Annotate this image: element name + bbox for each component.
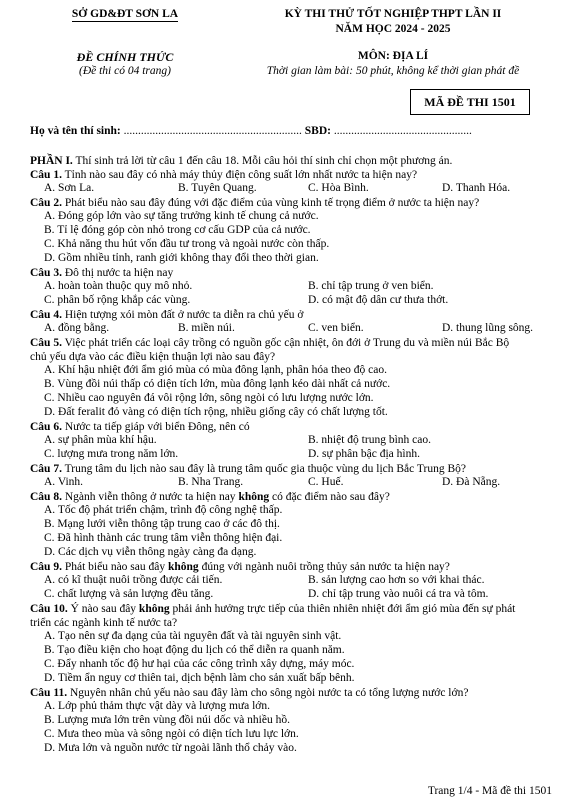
official-label: ĐỀ CHÍNH THỨC (76, 50, 174, 64)
q1-option-a: A. Sơn La. (44, 182, 95, 194)
question-10-cont: triển các ngành kinh tế nước ta? (30, 617, 178, 629)
q11-option-b: B. Lượng mưa lớn trên vùng đồi núi dốc và nhiều hồ. (44, 714, 290, 726)
q9-option-d: D. chỉ tập trung vào nuôi cá tra và tôm. (308, 588, 489, 600)
part1-text: Thí sinh trả lời từ câu 1 đến câu 18. Mỗi câu hỏi thí sinh chỉ chọn một phương án. (72, 155, 453, 167)
question-3: Câu 3. Đô thị nước ta hiện nay (30, 267, 174, 279)
q3-option-d: D. có mật độ dân cư thưa thớt. (308, 294, 449, 306)
q3-option-c: C. phân bố rộng khắp các vùng. (44, 294, 191, 306)
part1-instruction (30, 154, 556, 168)
q1-option-c: C. Hòa Bình. (308, 182, 369, 194)
q2-option-c: C. Khả năng thu hút vốn đầu tư trong và ngoài nước còn thấp. (44, 238, 330, 250)
candidate-info (30, 125, 472, 137)
pages-note: (Đề thi có 04 trang) (79, 65, 171, 77)
q8-option-a: A. Tốc độ phát triển chậm, trình độ công nghệ thấp. (44, 504, 283, 516)
question-9: Câu 9. Phát biểu nào sau đây không đúng với ngành nuôi trồng thủy sản nước ta hiện nay? (30, 561, 450, 573)
q4-option-a: A. đồng bằng. (44, 322, 110, 334)
department-name: SỞ GD&ĐT SƠN LA (71, 8, 179, 20)
q5-option-b: B. Vùng đồi núi thấp có diện tích lớn, mùa đông lạnh kéo dài nhất cả nước. (44, 378, 391, 390)
q7-option-a: A. Vinh. (44, 476, 84, 488)
q10-option-b: B. Tạo điều kiện cho hoạt động du lịch có thể diễn ra quanh năm. (44, 644, 345, 656)
part1-label: PHẦN I. (30, 155, 73, 167)
question-10: Câu 10. Ý nào sau đây không phải ảnh hưởng trực tiếp của thiên nhiên nhiệt đới ẩm gió mùa đến sự phát (30, 603, 516, 615)
q5-option-d: D. Đất feralit đỏ vàng có diện tích rộng, nhiều giống cây có chất lượng tốt. (44, 406, 388, 418)
exam-title: KỲ THI THỬ TỐT NGHIỆP THPT LẦN II (284, 8, 502, 20)
page-footer: Trang 1/4 - Mã đề thi 1501 (427, 785, 552, 797)
question-5-cont: chủ yếu dựa vào các điều kiện thuận lợi nào sau đây? (30, 351, 276, 363)
sbd-dots: ................................................ (333, 125, 472, 137)
q11-option-c: C. Mưa theo mùa và sông ngòi có diện tích lưu lực lớn. (44, 728, 299, 740)
q4-option-d: D. thung lũng sông. (442, 322, 534, 334)
q9-option-c: C. chất lượng và sản lượng đều tăng. (44, 588, 214, 600)
time-note: Thời gian làm bài: 50 phút, không kể thời gian phát đề (266, 65, 520, 77)
q9-option-b: B. sản lượng cao hơn so với khai thác. (308, 574, 485, 586)
q7-option-c: C. Huế. (308, 476, 344, 488)
q10-option-d: D. Tiềm ẩn nguy cơ thiên tai, dịch bệnh làm cho sản xuất bấp bênh. (44, 672, 355, 684)
q10-option-c: C. Đẩy nhanh tốc độ hư hại của các công trình xây dựng, máy móc. (44, 658, 355, 670)
question-4: Câu 4. Hiện tượng xói mòn đất ở nước ta diễn ra chủ yếu ở (30, 309, 304, 321)
q2-option-a: A. Đóng góp lớn vào sự tăng trưởng kinh tế chung cả nước. (44, 210, 319, 222)
exam-code-box (410, 89, 530, 115)
name-dots: .............................................................. (123, 125, 302, 137)
name-label: Họ và tên thí sinh: (30, 125, 121, 137)
q11-option-a: A. Lớp phủ thảm thực vật dày và lượng mưa lớn. (44, 700, 271, 712)
q4-option-c: C. ven biển. (308, 322, 364, 334)
q6-option-a: A. sự phân mùa khí hậu. (44, 434, 157, 446)
question-7: Câu 7. Trung tâm du lịch nào sau đây là trung tâm quốc gia thuộc vùng du lịch Bắc Trung Bộ? (30, 463, 467, 475)
question-5: Câu 5. Việc phát triển các loại cây trồng có nguồn gốc cận nhiệt, ôn đới ở Trung du và miền núi Bắc Bộ (30, 337, 510, 349)
q8-option-c: C. Đã hình thành các trung tâm viễn thông hiện đại. (44, 532, 283, 544)
question-8: Câu 8. Ngành viễn thông ở nước ta hiện nay không có đặc điểm nào sau đây? (30, 491, 390, 503)
q1-option-b: B. Tuyên Quang. (178, 182, 257, 194)
q6-option-c: C. lượng mưa trong năm lớn. (44, 448, 179, 460)
q5-option-c: C. Nhiều cao nguyên đá vôi rộng lớn, sông ngòi có lưu lượng nước lớn. (44, 392, 374, 404)
q2-option-b: B. Tỉ lệ đóng góp còn nhỏ trong cơ cấu GDP của cả nước. (44, 224, 311, 236)
exam-code: MÃ ĐỀ THI 1501 (424, 94, 516, 109)
q8-option-d: D. Các dịch vụ viễn thông ngày càng đa dạng. (44, 546, 257, 558)
q6-option-b: B. nhiệt độ trung bình cao. (308, 434, 431, 446)
q7-option-b: B. Nha Trang. (178, 476, 244, 488)
q6-option-d: D. sự phân bậc địa hình. (308, 448, 420, 460)
q4-option-b: B. miền núi. (178, 322, 235, 334)
q8-option-b: B. Mạng lưới viễn thông tập trung cao ở các đô thị. (44, 518, 280, 530)
q3-option-b: B. chỉ tập trung ở ven biển. (308, 280, 434, 292)
q9-option-a: A. có kĩ thuật nuôi trồng được cải tiến. (44, 574, 223, 586)
q1-option-d: D. Thanh Hóa. (442, 182, 511, 194)
question-11: Câu 11. Nguyên nhân chủ yếu nào sau đây làm cho sông ngòi nước ta có tổng lượng nước lớn? (30, 687, 469, 699)
q10-option-a: A. Tạo nên sự đa dạng của tài nguyên đất và tài nguyên sinh vật. (44, 630, 342, 642)
subject: MÔN: ĐỊA LÍ (357, 50, 429, 62)
q2-option-d: D. Gồm nhiều tỉnh, ranh giới không thay đổi theo thời gian. (44, 252, 319, 264)
sbd-label: SBD: (304, 125, 331, 137)
q7-option-d: D. Đà Nẵng. (442, 476, 501, 488)
question-6: Câu 6. Nước ta tiếp giáp với biển Đông, nên có (30, 421, 250, 433)
q11-option-d: D. Mưa lớn và nguồn nước từ ngoài lãnh thổ chảy vào. (44, 742, 297, 754)
q3-option-a: A. hoàn toàn thuộc quy mô nhỏ. (44, 280, 193, 292)
q5-option-a: A. Khí hậu nhiệt đới ẩm gió mùa có mùa đông lạnh, phân hóa theo độ cao. (44, 364, 388, 376)
question-1: Câu 1. Tỉnh nào sau đây có nhà máy thủy điện công suất lớn nhất nước ta hiện nay? (30, 169, 418, 181)
question-2: Câu 2. Phát biểu nào sau đây đúng với đặc điểm của vùng kinh tế trọng điểm ở nước ta hiện nay? (30, 197, 480, 209)
school-year: NĂM HỌC 2024 - 2025 (335, 23, 451, 35)
